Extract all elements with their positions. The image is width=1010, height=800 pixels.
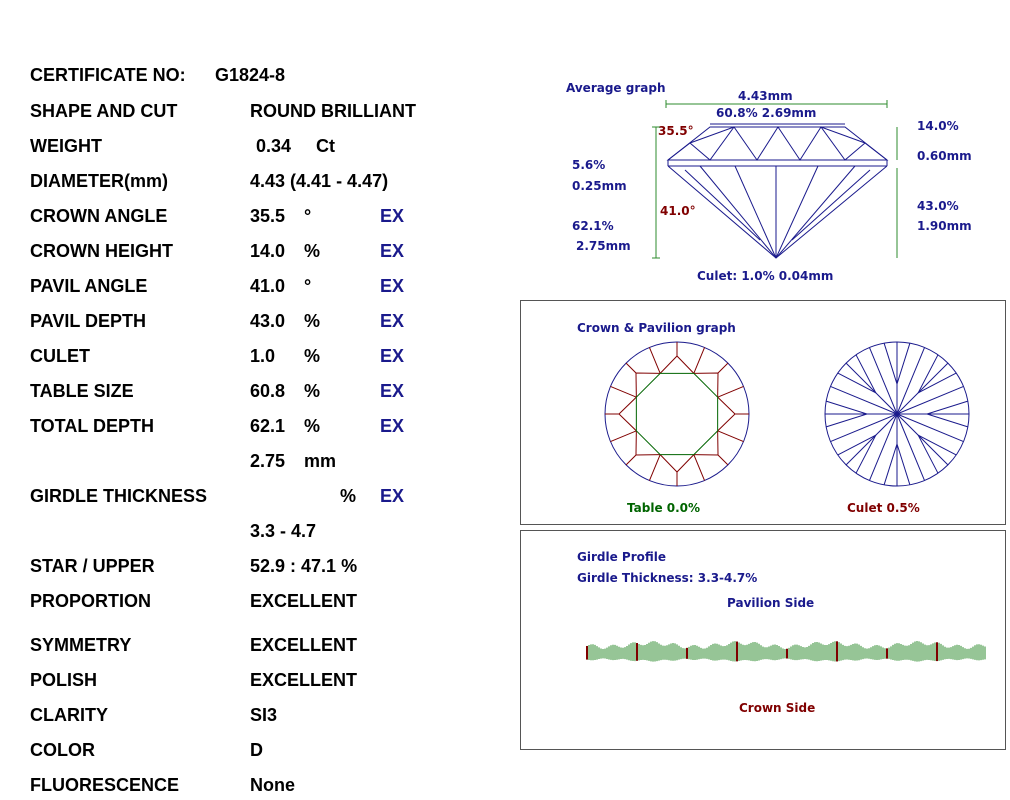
pavilion-side-label: Pavilion Side: [727, 596, 815, 610]
pavil-angle-grade: EX: [380, 276, 405, 296]
pavil-depth-unit: %: [304, 311, 321, 331]
crown-angle-label: CROWN ANGLE: [30, 206, 168, 226]
crown-side-label: Crown Side: [739, 701, 816, 715]
avg-total-pct: 62.1%: [572, 219, 614, 233]
culet-grade: EX: [380, 346, 405, 366]
weight-unit: Ct: [316, 136, 335, 156]
color-label: COLOR: [30, 740, 95, 760]
polish-value: EXCELLENT: [250, 670, 358, 690]
average-graph-title: Average graph: [566, 81, 666, 95]
pavil-angle-label: PAVIL ANGLE: [30, 276, 148, 296]
avg-crown-height-pct: 14.0%: [917, 119, 959, 133]
culet-percent-label: Culet 0.5%: [847, 501, 920, 515]
weight-value: 0.34: [256, 136, 292, 156]
crown-height-unit: %: [304, 241, 321, 261]
clarity-label: CLARITY: [30, 705, 108, 725]
fluorescence-value: None: [250, 775, 295, 795]
total-depth-label: TOTAL DEPTH: [30, 416, 155, 436]
symmetry-value: EXCELLENT: [250, 635, 358, 655]
total-depth-mm-unit: mm: [304, 451, 337, 471]
pavil-angle-value: 41.0: [250, 276, 286, 296]
symmetry-label: SYMMETRY: [30, 635, 132, 655]
shape-value: ROUND BRILLIANT: [250, 101, 416, 121]
avg-table-label: 60.8% 2.69mm: [716, 106, 817, 120]
culet-label: CULET: [30, 346, 90, 366]
crown-angle-unit: °: [304, 206, 312, 226]
star-upper-value: 52.9 : 47.1 %: [250, 556, 358, 576]
total-depth-value: 62.1: [250, 416, 286, 436]
girdle-unit: %: [340, 486, 357, 506]
pavil-angle-unit: °: [304, 276, 312, 296]
avg-culet-label: Culet: 1.0% 0.04mm: [697, 269, 834, 283]
color-value: D: [250, 740, 263, 760]
crown-height-grade: EX: [380, 241, 405, 261]
fluorescence-label: FLUORESCENCE: [30, 775, 180, 795]
table-percent-label: Table 0.0%: [627, 501, 701, 515]
star-upper-label: STAR / UPPER: [30, 556, 155, 576]
avg-girdle-mm: 0.25mm: [572, 179, 627, 193]
girdle-profile-title: Girdle Profile: [577, 550, 667, 564]
crown-angle-grade: EX: [380, 206, 405, 226]
girdle-thickness-label: Girdle Thickness: 3.3-4.7%: [577, 571, 758, 585]
girdle-label: GIRDLE THICKNESS: [30, 486, 208, 506]
pavil-depth-label: PAVIL DEPTH: [30, 311, 147, 331]
crown-angle-value: 35.5: [250, 206, 286, 226]
girdle-grade: EX: [380, 486, 405, 506]
girdle-range: 3.3 - 4.7: [250, 521, 317, 541]
table-size-label: TABLE SIZE: [30, 381, 134, 401]
avg-pavilion-pct: 43.0%: [917, 199, 959, 213]
polish-label: POLISH: [30, 670, 98, 690]
table-size-value: 60.8: [250, 381, 286, 401]
clarity-value: SI3: [250, 705, 278, 725]
certificate-number: G1824-8: [215, 65, 286, 85]
avg-crown-angle: 35.5°: [658, 124, 694, 138]
crown-height-label: CROWN HEIGHT: [30, 241, 173, 261]
avg-girdle-pct: 5.6%: [572, 158, 606, 172]
avg-total-mm: 2.75mm: [576, 239, 631, 253]
crown-pavilion-title: Crown & Pavilion graph: [577, 321, 736, 335]
diameter-label: DIAMETER(mm): [30, 171, 168, 191]
diameter-value: 4.43 (4.41 - 4.47): [250, 171, 389, 191]
culet-unit: %: [304, 346, 321, 366]
proportion-label: PROPORTION: [30, 591, 152, 611]
avg-pavilion-mm: 1.90mm: [917, 219, 972, 233]
total-depth-unit: %: [304, 416, 321, 436]
weight-label: WEIGHT: [30, 136, 102, 156]
certificate-label: CERTIFICATE NO:: [30, 65, 186, 85]
crown-height-value: 14.0: [250, 241, 286, 261]
total-depth-grade: EX: [380, 416, 405, 436]
avg-crown-height-mm: 0.60mm: [917, 149, 972, 163]
total-depth-mm-value: 2.75: [250, 451, 286, 471]
shape-label: SHAPE AND CUT: [30, 101, 178, 121]
table-size-unit: %: [304, 381, 321, 401]
avg-pavilion-angle: 41.0°: [660, 204, 696, 218]
table-size-grade: EX: [380, 381, 405, 401]
pavil-depth-value: 43.0: [250, 311, 286, 331]
avg-diameter-label: 4.43mm: [738, 89, 793, 103]
pavil-depth-grade: EX: [380, 311, 405, 331]
culet-value: 1.0: [250, 346, 276, 366]
proportion-value: EXCELLENT: [250, 591, 358, 611]
